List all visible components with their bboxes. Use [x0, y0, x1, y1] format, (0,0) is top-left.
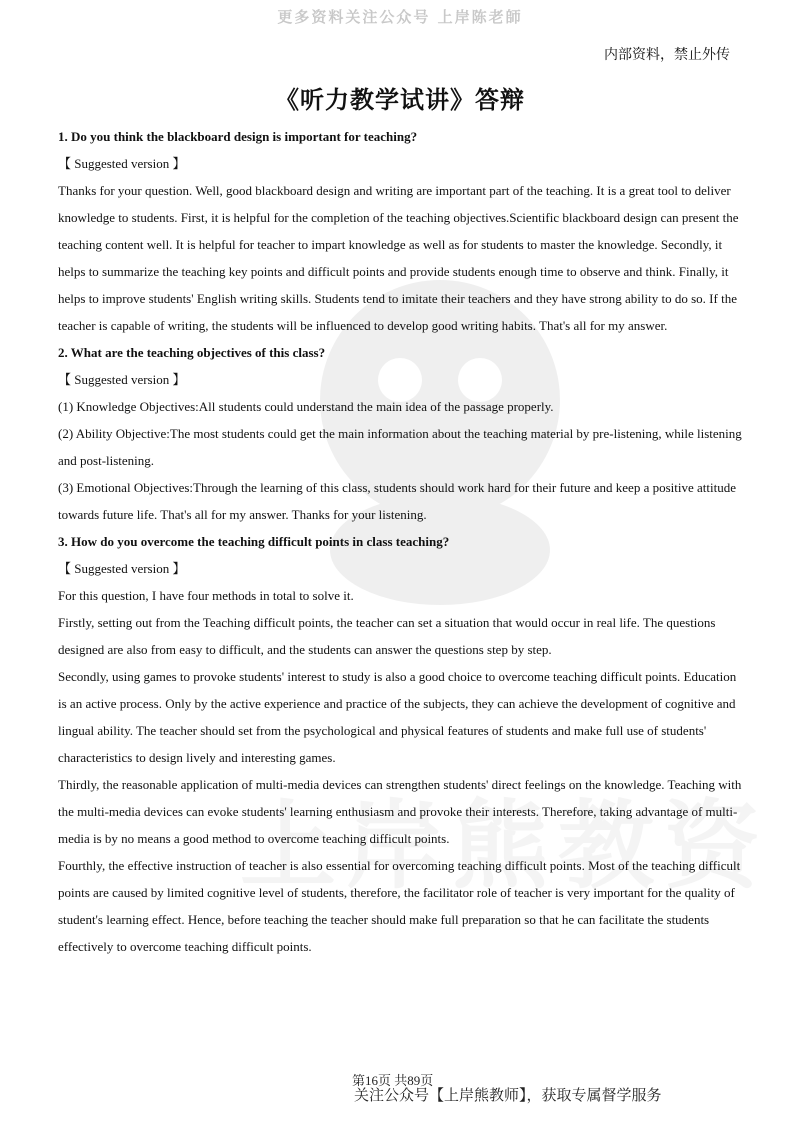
- answer-1-paragraph-1: Thanks for your question. Well, good blackboard design and writing are important part of the teaching. It is a great tool to deliver knowledge to students. First, it is helpful for the completion of the teaching objectives.Scientific blackboard design can present the teaching content well. It is helpful for teacher to impart knowledge as well as for students to master the knowledge. Secondly, it helps to summarize the teaching key points and difficult points and provide students enough time to observe and think. Finally, it helps to improve students' English writing skills. Students tend to imitate their teachers and they have strong ability to do so. If the teacher is capable of writing, the students will be influenced to develop good writing habits. That's all for my answer.: [58, 183, 739, 333]
- question-2: 2. What are the teaching objectives of this class?: [58, 345, 326, 360]
- restricted-note: 内部资料，禁止外传: [604, 48, 730, 63]
- document-body: [58, 123, 748, 960]
- suggested-version-label-2: 【 Suggested version 】: [58, 372, 186, 387]
- suggested-version-label-1: 【 Suggested version 】: [58, 156, 186, 171]
- answer-2-paragraph-3: (3) Emotional Objectives:Through the learning of this class, students should work hard for their future and keep a positive attitude towards future life. That's all for my answer. Thanks for your listening.: [58, 480, 736, 522]
- question-1: 1. Do you think the blackboard design is important for teaching?: [58, 129, 418, 144]
- page-title: 《听力教学试讲》答辩: [275, 88, 525, 114]
- suggested-version-label-3: 【 Suggested version 】: [58, 561, 186, 576]
- page-number: 第16页 共89页: [352, 1073, 434, 1088]
- answer-3-paragraph-3: Secondly, using games to provoke students' interest to study is also a good choice to overcome teaching difficult points. Education is an active process. Only by the active experience and practice of the subjects, they can achieve the development of cognitive and lingual ability. The teacher should set from the psychological and physical features of students and make full use of students' characteristics to design lively and interesting games.: [58, 669, 737, 765]
- question-3: 3. How do you overcome the teaching difficult points in class teaching?: [58, 534, 450, 549]
- answer-3-paragraph-1: For this question, I have four methods in total to solve it.: [58, 588, 354, 603]
- answer-3-paragraph-2: Firstly, setting out from the Teaching difficult points, the teacher can set a situation that would occur in real life. The questions designed are also from easy to difficult, and the students can answer the questions step by step.: [58, 615, 716, 657]
- top-watermark: 更多资料关注公众号 上岸陈老師: [277, 8, 523, 26]
- answer-2-paragraph-2: (2) Ability Objective:The most students could get the main information about the teaching material by pre-listening, while listening and post-listening.: [58, 426, 742, 468]
- answer-3-paragraph-4: Thirdly, the reasonable application of multi-media devices can strengthen students' direct feelings on the knowledge. Teaching with the multi-media devices can evoke students' learning enthusiasm and provoke their interests. Therefore, taking advantage of multi-media is by no means a good method to overcome teaching difficult points.: [58, 777, 742, 846]
- answer-3-paragraph-5: Fourthly, the effective instruction of teacher is also essential for overcoming teaching difficult points. Most of the teaching difficult points are caused by limited cognitive level of students, therefore, the facilitator role of teacher is very important for the quality of student's learning effect. Hence, before teaching the teacher should make full preparation so that he can facilitate the students effectively to overcome teaching difficult points.: [58, 858, 741, 954]
- answer-2-paragraph-1: (1) Knowledge Objectives:All students could understand the main idea of the passage properly.: [58, 399, 554, 414]
- footer-promo: 关注公众号【上岸熊教师】，获取专属督学服务: [354, 1086, 662, 1104]
